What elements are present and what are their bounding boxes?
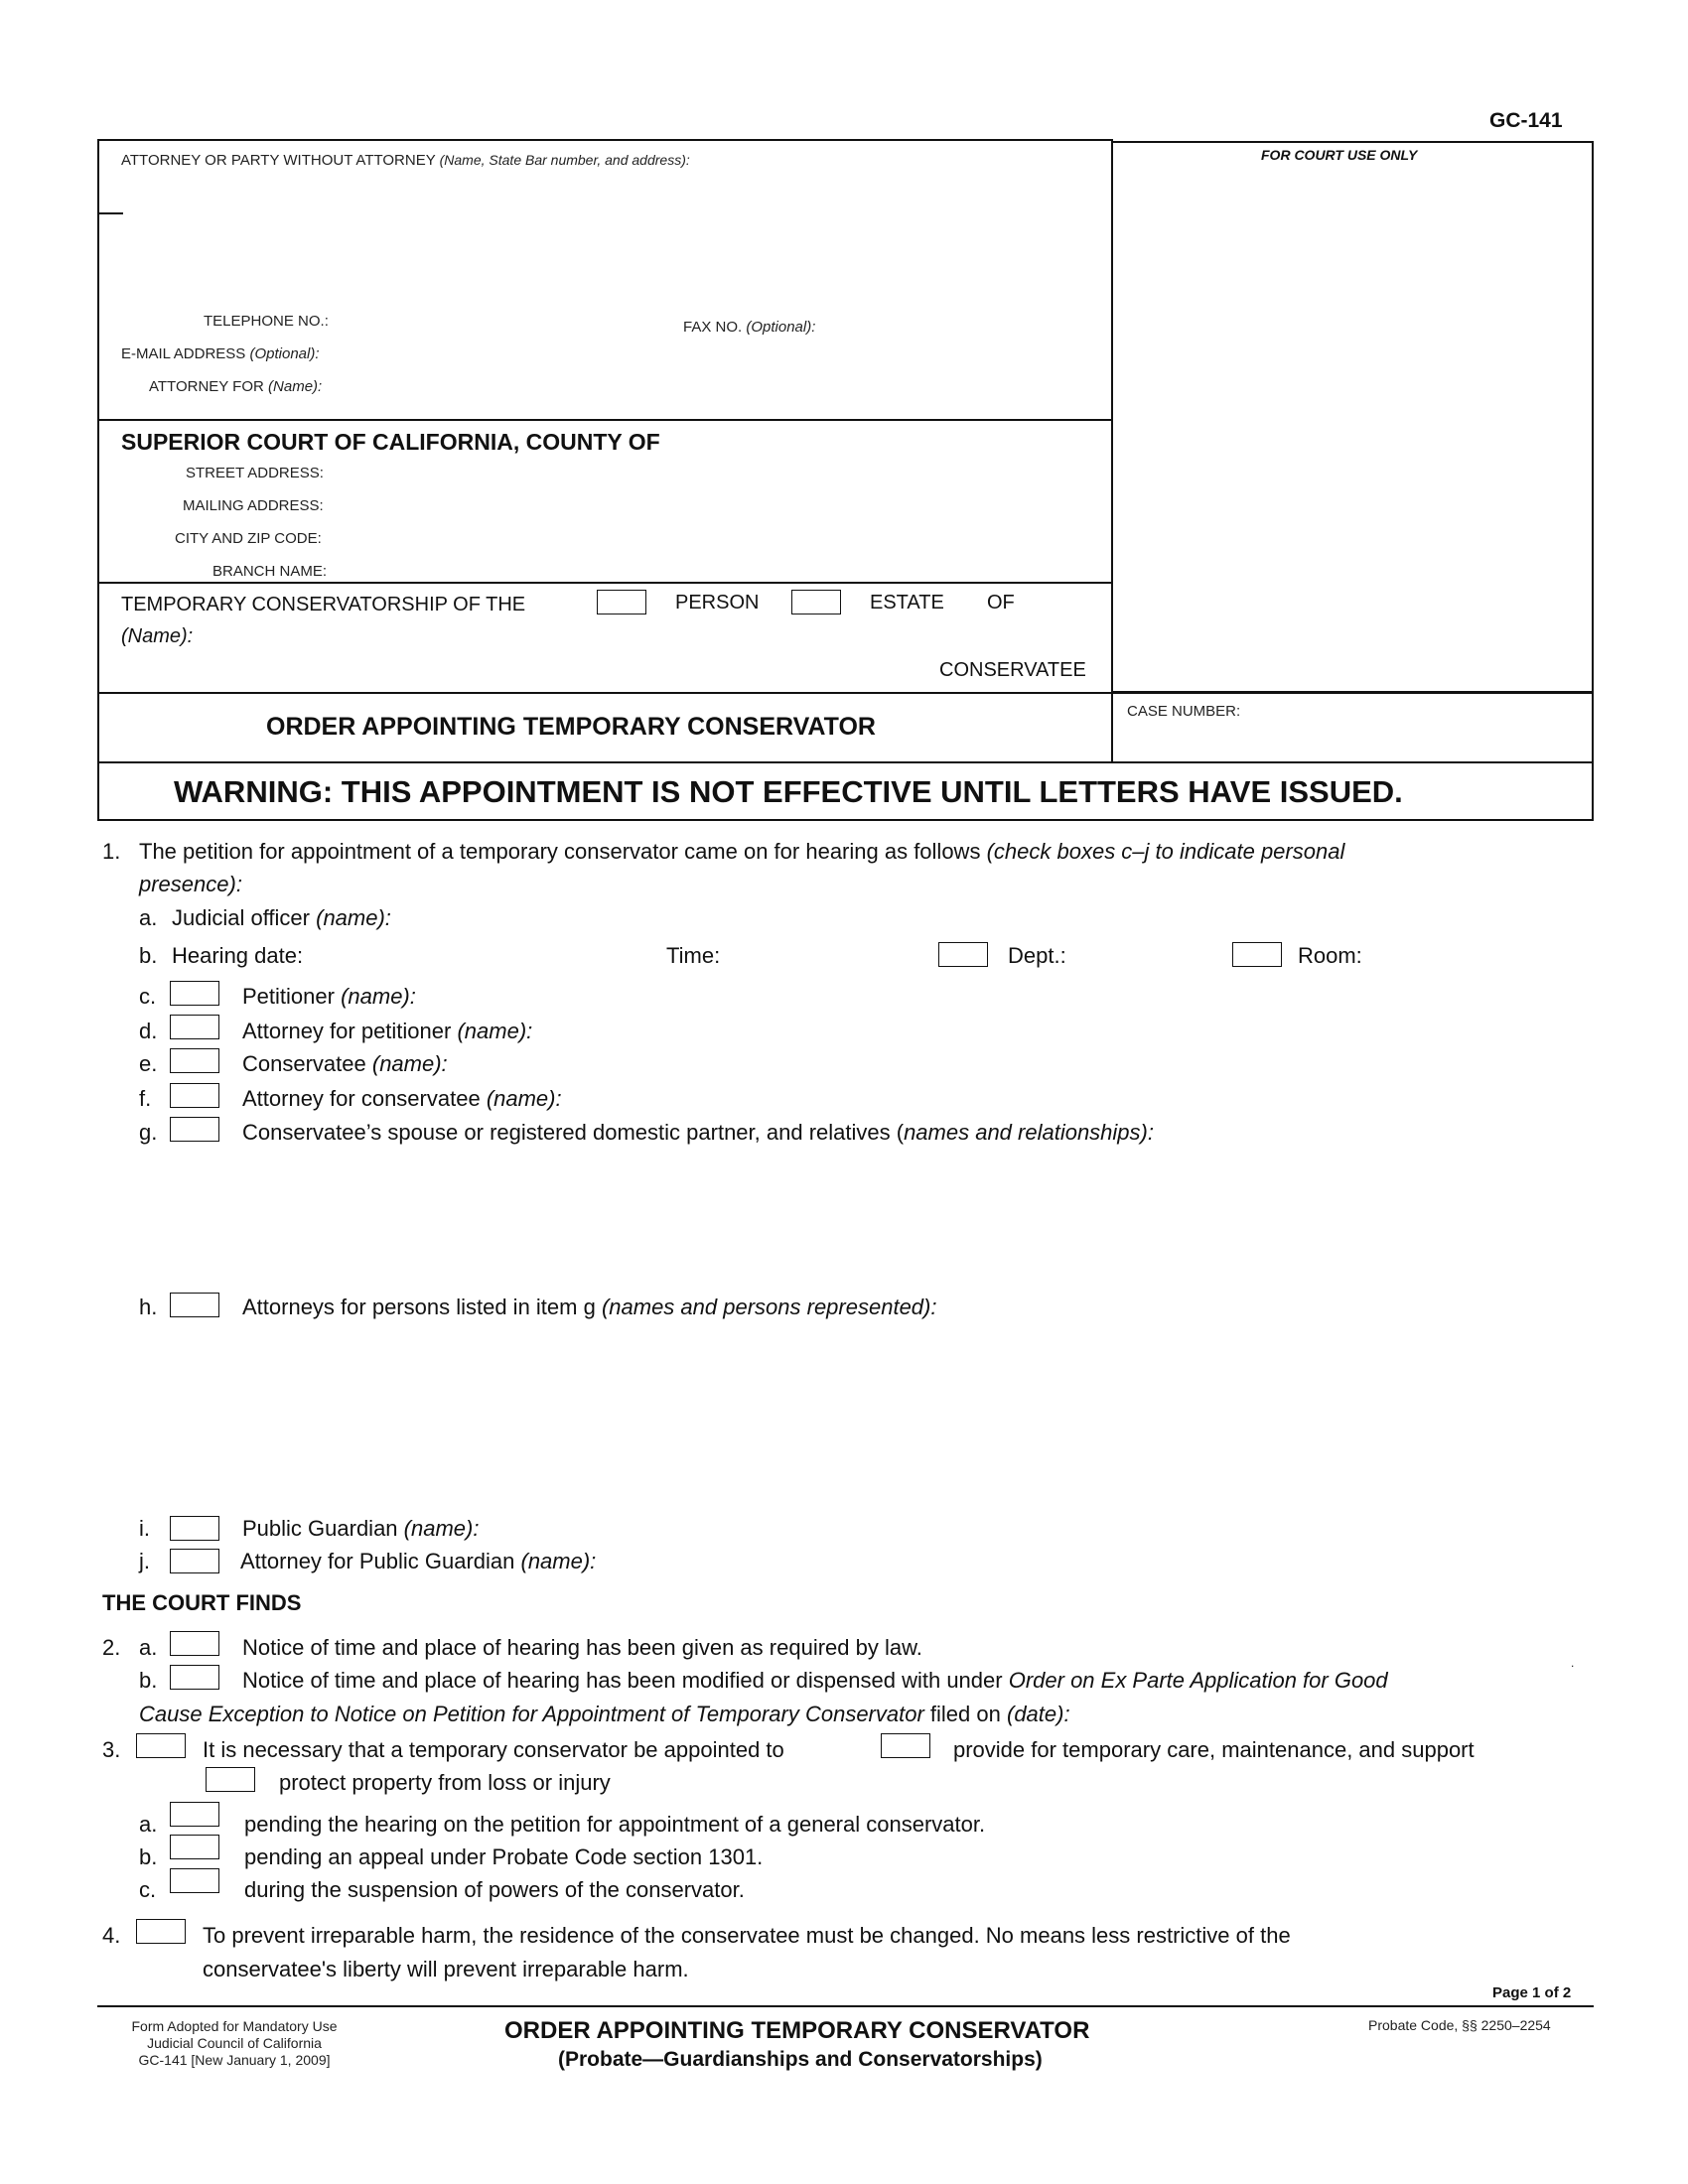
of-label: OF bbox=[987, 592, 1015, 614]
item1f-checkbox[interactable] bbox=[170, 1083, 219, 1108]
item1j-checkbox[interactable] bbox=[170, 1549, 219, 1573]
item1h-letter: h. bbox=[139, 1295, 158, 1319]
caption-prefix: TEMPORARY CONSERVATORSHIP OF THE bbox=[121, 594, 526, 615]
time-label: Time: bbox=[666, 943, 721, 968]
item3-text: It is necessary that a temporary conservator be appointed to bbox=[203, 1737, 784, 1762]
court-use-label: FOR COURT USE ONLY bbox=[1261, 147, 1418, 163]
item3b-checkbox[interactable] bbox=[170, 1835, 219, 1859]
item2b-text: Notice of time and place of hearing has been modified or dispensed with under Order on Ex Parte Application for Good bbox=[242, 1668, 1388, 1693]
item1g-text: Conservatee’s spouse or registered domestic partner, and relatives (names and relationships): bbox=[242, 1120, 1154, 1145]
street-label: STREET ADDRESS: bbox=[186, 465, 324, 481]
item3b-letter: b. bbox=[139, 1844, 158, 1869]
hearing-date-label: Hearing date: bbox=[172, 943, 304, 968]
divider-court-caption bbox=[97, 582, 1113, 584]
form-number: GC-141 bbox=[1489, 109, 1563, 132]
city-zip-label: CITY AND ZIP CODE: bbox=[175, 530, 322, 547]
mailing-label: MAILING ADDRESS: bbox=[183, 497, 324, 514]
item1-number: 1. bbox=[102, 839, 121, 864]
item1c-text: Petitioner (name): bbox=[242, 984, 416, 1009]
item1d-text: Attorney for petitioner (name): bbox=[242, 1019, 533, 1043]
adopted-line2: Judicial Council of California bbox=[147, 2035, 322, 2051]
item1i-text: Public Guardian (name): bbox=[242, 1516, 480, 1541]
item2a-checkbox[interactable] bbox=[170, 1631, 219, 1656]
item3-property-checkbox[interactable] bbox=[206, 1767, 255, 1792]
item1h-text: Attorneys for persons listed in item g (names and persons represented): bbox=[242, 1295, 937, 1319]
footer-subtitle: (Probate—Guardianships and Conservatorships) bbox=[558, 2048, 1043, 2071]
adopted-line3: GC-141 [New January 1, 2009] bbox=[138, 2052, 331, 2068]
item3a-checkbox[interactable] bbox=[170, 1802, 219, 1827]
item1g-letter: g. bbox=[139, 1120, 158, 1145]
court-title: SUPERIOR COURT OF CALIFORNIA, COUNTY OF bbox=[121, 429, 660, 455]
item1d-letter: d. bbox=[139, 1019, 158, 1043]
item1c-checkbox[interactable] bbox=[170, 981, 219, 1006]
item4-checkbox[interactable] bbox=[136, 1919, 186, 1944]
fax-label: FAX NO. (Optional): bbox=[683, 319, 816, 336]
item3b-text: pending an appeal under Probate Code section 1301. bbox=[244, 1844, 764, 1869]
stray-dot: . bbox=[1571, 1656, 1575, 1670]
item4-number: 4. bbox=[102, 1923, 121, 1948]
footer-title: ORDER APPOINTING TEMPORARY CONSERVATOR bbox=[504, 2017, 1090, 2044]
item1a-text: Judicial officer (name): bbox=[172, 905, 391, 930]
item1j-letter: j. bbox=[139, 1549, 150, 1573]
item3-care-checkbox[interactable] bbox=[881, 1733, 930, 1758]
item1a-letter: a. bbox=[139, 905, 158, 930]
warning-text: WARNING: THIS APPOINTMENT IS NOT EFFECTIVE UNTIL LETTERS HAVE ISSUED. bbox=[174, 774, 1403, 809]
adopted-block bbox=[107, 2018, 361, 2069]
item1e-text: Conservatee (name): bbox=[242, 1051, 448, 1076]
dept-label: Dept.: bbox=[1008, 943, 1066, 968]
branch-label: BRANCH NAME: bbox=[212, 563, 328, 580]
item3-care-text: provide for temporary care, maintenance, and support bbox=[953, 1737, 1475, 1762]
item1i-letter: i. bbox=[139, 1516, 150, 1541]
item3-property-text: protect property from loss or injury bbox=[279, 1770, 611, 1795]
item1h-checkbox[interactable] bbox=[170, 1293, 219, 1317]
item1c-letter: c. bbox=[139, 984, 157, 1009]
court-use-box bbox=[1111, 141, 1594, 693]
item1i-checkbox[interactable] bbox=[170, 1516, 219, 1541]
person-label: PERSON bbox=[675, 592, 760, 614]
item1f-text: Attorney for conservatee (name): bbox=[242, 1086, 562, 1111]
item1f-letter: f. bbox=[139, 1086, 152, 1111]
item4-line1: To prevent irreparable harm, the residence of the conservatee must be changed. No means less restrictive of the bbox=[203, 1923, 1291, 1948]
item1-text: The petition for appointment of a temporary conservator came on for hearing as follows (check boxes c–j to indicate personal bbox=[139, 839, 1345, 864]
conservatee-label: CONSERVATEE bbox=[939, 659, 1086, 681]
item2b-letter: b. bbox=[139, 1668, 158, 1693]
item3c-checkbox[interactable] bbox=[170, 1868, 219, 1893]
footer-rule bbox=[97, 2005, 1594, 2007]
attorney-heading: ATTORNEY OR PARTY WITHOUT ATTORNEY (Name, State Bar number, and address): bbox=[121, 152, 690, 169]
name-label: (Name): bbox=[121, 625, 194, 647]
item3c-text: during the suspension of powers of the conservator. bbox=[244, 1877, 745, 1902]
dept-checkbox[interactable] bbox=[938, 942, 988, 967]
item2-number: 2. bbox=[102, 1635, 121, 1660]
room-label: Room: bbox=[1298, 943, 1362, 968]
item2b-checkbox[interactable] bbox=[170, 1665, 219, 1690]
item4-line2: conservatee's liberty will prevent irreparable harm. bbox=[203, 1957, 689, 1981]
estate-checkbox[interactable] bbox=[791, 590, 841, 614]
item1b-letter: b. bbox=[139, 943, 158, 968]
item1d-checkbox[interactable] bbox=[170, 1015, 219, 1039]
item3c-letter: c. bbox=[139, 1877, 157, 1902]
page-number: Page 1 of 2 bbox=[1492, 1984, 1572, 2001]
item2a-letter: a. bbox=[139, 1635, 158, 1660]
email-label: E-MAIL ADDRESS (Optional): bbox=[121, 345, 320, 362]
findings-heading: THE COURT FINDS bbox=[102, 1590, 302, 1615]
item3a-text: pending the hearing on the petition for appointment of a general conservator. bbox=[244, 1812, 986, 1837]
item2b-text-cont: Cause Exception to Notice on Petition for Appointment of Temporary Conservator filed on (date): bbox=[139, 1702, 1070, 1726]
item1j-text: Attorney for Public Guardian (name): bbox=[240, 1549, 597, 1573]
person-checkbox[interactable] bbox=[597, 590, 646, 614]
telephone-label: TELEPHONE NO.: bbox=[204, 313, 329, 330]
item3-checkbox[interactable] bbox=[136, 1733, 186, 1758]
room-checkbox[interactable] bbox=[1232, 942, 1282, 967]
probate-code: Probate Code, §§ 2250–2254 bbox=[1368, 2017, 1551, 2033]
attorney-for-label: ATTORNEY FOR (Name): bbox=[149, 378, 323, 395]
estate-label: ESTATE bbox=[870, 592, 944, 614]
case-number-label: CASE NUMBER: bbox=[1127, 703, 1241, 720]
item3a-letter: a. bbox=[139, 1812, 158, 1837]
item1-note-cont: presence): bbox=[139, 872, 242, 896]
item1g-checkbox[interactable] bbox=[170, 1117, 219, 1142]
item3-number: 3. bbox=[102, 1737, 121, 1762]
adopted-line1: Form Adopted for Mandatory Use bbox=[131, 2018, 338, 2034]
item2a-text: Notice of time and place of hearing has been given as required by law. bbox=[242, 1635, 922, 1660]
dash-mark bbox=[99, 212, 123, 214]
item1e-checkbox[interactable] bbox=[170, 1048, 219, 1073]
item1e-letter: e. bbox=[139, 1051, 158, 1076]
form-title: ORDER APPOINTING TEMPORARY CONSERVATOR bbox=[266, 713, 876, 741]
